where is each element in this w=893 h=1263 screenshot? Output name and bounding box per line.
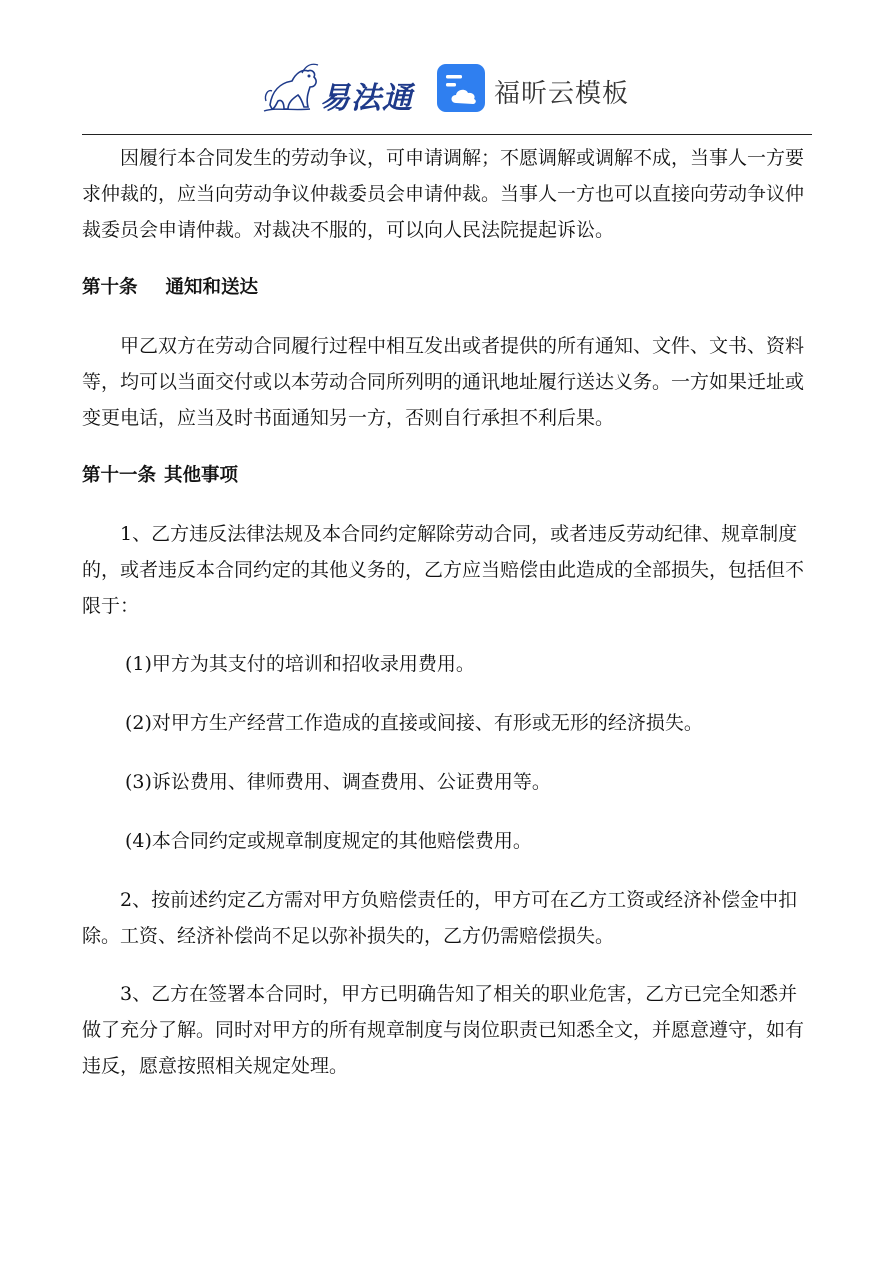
section-heading-10 <box>82 270 812 306</box>
page-header <box>0 55 893 125</box>
list-item: (4)本合同约定或规章制度规定的其他赔偿费用。 <box>125 830 532 852</box>
header-divider <box>82 134 812 135</box>
section-title: 其他事项 <box>164 465 239 486</box>
paragraph-notice: 甲乙双方在劳动合同履行过程中相互发出或者提供的所有通知、文件、文书、资料等，均可以当面交付或以本劳动合同所列明的通讯地址履行送达义务。一方如果迁址或变更电话，应当及时书面通知另一方，否则自行承担不利后果。 <box>82 335 805 429</box>
section-heading-11 <box>82 458 812 494</box>
section-title: 通知和送达 <box>165 277 259 298</box>
paragraph-dispute: 因履行本合同发生的劳动争议，可申请调解；不愿调解或调解不成，当事人一方要求仲裁的，应当向劳动争议仲裁委员会申请仲裁。当事人一方也可以直接向劳动争议仲裁委员会申请仲裁。对裁决不服的，可以向人民法院提起诉讼。 <box>82 147 805 241</box>
section-number: 第十条 <box>82 277 138 298</box>
list-item: (3)诉讼费用、律师费用、调查费用、公证费用等。 <box>125 771 551 793</box>
foxit-template-logo <box>436 61 646 115</box>
document-body <box>82 140 812 1084</box>
clause-2: 2、按前述约定乙方需对甲方负赔偿责任的，甲方可在乙方工资或经济补偿金中扣除。工资、经济补偿尚不足以弥补损失的，乙方仍需赔偿损失。 <box>82 889 798 947</box>
cloud-document-icon <box>436 63 486 113</box>
logo-right-text: 福昕云模板 <box>494 79 630 109</box>
clause-1: 1、乙方违反法律法规及本合同约定解除劳动合同，或者违反劳动纪律、规章制度的，或者违反本合同约定的其他义务的，乙方应当赔偿由此造成的全部损失，包括但不限于： <box>82 523 805 617</box>
horse-emblem-icon <box>262 61 324 115</box>
list-item: (2)对甲方生产经营工作造成的直接或间接、有形或无形的经济损失。 <box>125 712 703 734</box>
section-number: 第十一条 <box>82 465 157 486</box>
list-item: (1)甲方为其支付的培训和招收录用费用。 <box>125 653 475 675</box>
yifatong-logo <box>262 61 422 115</box>
logo-left-text: 易法通 <box>320 81 413 116</box>
clause-3: 3、乙方在签署本合同时，甲方已明确告知了相关的职业危害，乙方已完全知悉并做了充分了解。同时对甲方的所有规章制度与岗位职责已知悉全文，并愿意遵守，如有违反，愿意按照相关规定处理。 <box>82 983 805 1077</box>
